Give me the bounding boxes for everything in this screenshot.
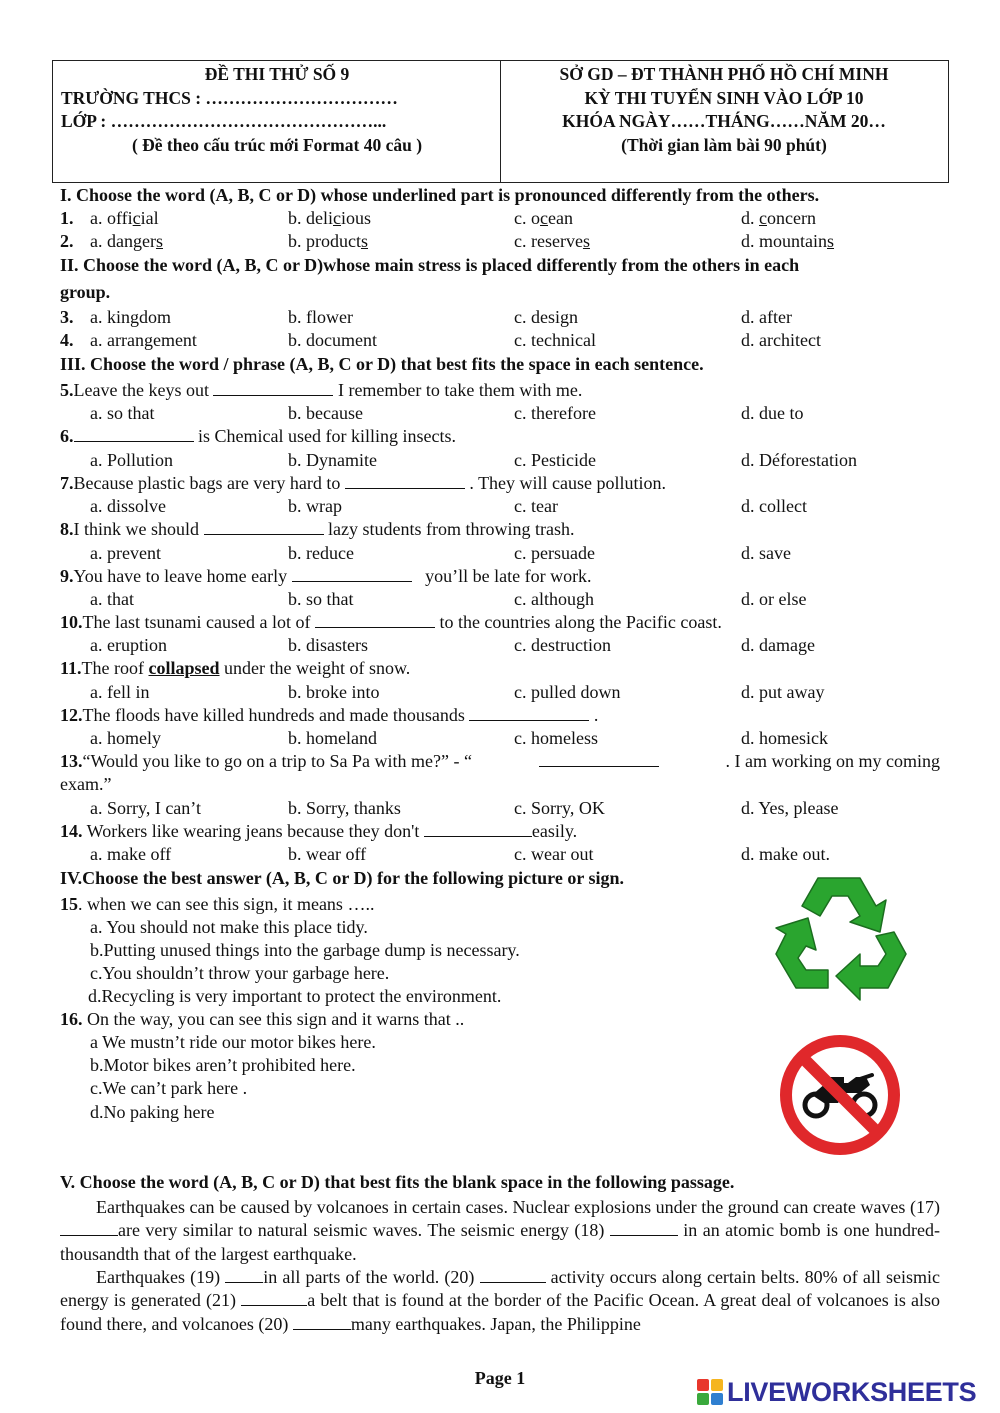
q9-option-a[interactable]: a. that [90,589,134,609]
q10-option-a[interactable]: a. eruption [90,635,167,655]
q12-option-b[interactable]: b. homeland [288,728,377,748]
q8-option-d[interactable]: d. save [741,543,791,563]
q15-option-d[interactable]: d.Recycling is very important to protect the environment. [88,986,502,1006]
q11-number: 11. [60,658,82,678]
q5-option-a[interactable]: a. so that [90,403,155,423]
q5-option-d[interactable]: d. due to [741,403,804,423]
section-5-heading: V. Choose the word (A, B, C or D) that best fits the blank space in the following passage. [60,1172,735,1192]
q16-option-b[interactable]: b.Motor bikes aren’t prohibited here. [90,1055,356,1075]
brand-name: LIVEWORKSHEETS [727,1376,977,1407]
q15-number: 15 [60,894,78,914]
time-limit: (Thời gian làm bài 90 phút) [621,134,827,155]
q7-text: . They will cause pollution. [469,473,667,493]
q1-b-part: b. deli [288,208,333,228]
q5-blank[interactable] [213,379,333,396]
q12-number: 12. [60,705,83,725]
q1-option-c[interactable] [514,207,573,230]
blank-18[interactable] [610,1219,678,1236]
q3-number: 3. [60,307,74,327]
passage-text: in an atomic bomb is one hundred-thousandth that of the largest earthquake. [60,1220,940,1264]
q12-blank[interactable] [469,704,589,721]
q13-option-d[interactable]: d. Yes, please [741,798,839,818]
q1-c-part: ean [548,208,573,228]
recycle-icon [772,870,908,1006]
section-3-heading: III. Choose the word / phrase (A, B, C or D) that best fits the space in each sentence. [60,354,704,374]
passage-text: are very similar to natural seismic waves. The seismic energy (18) [118,1220,605,1241]
section-1-heading: I. Choose the word (A, B, C or D) whose underlined part is pronounced differently from the others. [60,185,820,205]
blank-19[interactable] [225,1266,263,1283]
q9-option-c[interactable]: c. although [514,589,594,609]
section-2-heading-cont: group. [60,282,111,302]
q2-b-part: b. product [288,231,361,251]
q14-text: easily. [531,821,578,841]
q13-blank[interactable] [539,750,659,767]
q11-option-a[interactable]: a. fell in [90,682,150,702]
q7-number: 7. [60,473,74,493]
q4-option-d[interactable]: d. architect [741,330,821,350]
q7-option-d[interactable]: d. collect [741,496,807,516]
q9-blank[interactable] [292,565,412,582]
q6-option-b[interactable]: b. Dynamite [288,450,377,470]
q15-text: . when we can see this sign, it means ….. [78,894,375,914]
q10-option-b[interactable]: b. disasters [288,635,368,655]
q4-number: 4. [60,330,74,350]
q3-option-a[interactable]: a. kingdom [90,307,171,327]
passage-text: Earthquakes can be caused by volcanoes in certain cases. Nuclear explosions under the ground can create waves (17) [96,1197,940,1217]
q1-d-underline: c [759,208,767,228]
passage-text: Earthquakes (19) [96,1267,221,1287]
no-motorbike-sign-icon [776,1033,904,1157]
q14-option-c[interactable]: c. wear out [514,844,594,864]
recycle-arrow-right [836,932,906,1000]
q5-text: Leave the keys out [73,380,209,400]
q9-stem [60,565,592,588]
q1-option-d[interactable] [741,207,816,230]
q1-a-part: ial [140,208,159,228]
format-note: ( Đề theo cấu trúc mới Format 40 câu ) [131,134,423,155]
exam-title: ĐỀ THI THỬ SỐ 9 [204,64,350,84]
q5-text: I remember to take them with me. [337,380,583,400]
q14-option-b[interactable]: b. wear off [288,844,367,864]
page-number: Page 1 [474,1368,526,1388]
q6-option-a[interactable]: a. Pollution [90,450,174,470]
q1-d-part: d. [741,208,759,228]
q11-option-c[interactable]: c. pulled down [514,682,621,702]
class-field: LỚP : ………………………………………... [61,111,387,131]
q14-text: Workers like wearing jeans because they don't [82,821,420,841]
q8-text: I think we should [73,519,199,539]
q5-number: 5. [60,380,74,400]
blank-17[interactable] [60,1219,118,1236]
passage-text: many earthquakes. Japan, the Philippine [350,1313,641,1334]
q16-option-c[interactable]: c.We can’t park here . [90,1078,248,1098]
q8-option-b[interactable]: b. reduce [288,543,354,563]
q1-number: 1. [60,208,74,228]
school-field: TRƯỜNG THCS : …………………………… [61,87,398,108]
q7-option-c[interactable]: c. tear [514,496,558,516]
q11-keyword: collapsed [148,658,220,678]
q12-stem [60,704,598,727]
q12-option-c[interactable]: c. homeless [514,728,598,748]
q3-option-c[interactable]: c. design [514,307,578,327]
q4-option-a[interactable]: a. arrangement [90,330,197,350]
q1-c-underline: c [540,208,548,228]
q11-stem [60,657,410,680]
q6-option-c[interactable]: c. Pesticide [514,450,596,470]
q9-number: 9. [60,566,74,586]
q15-option-b[interactable]: b.Putting unused things into the garbage dump is necessary. [90,940,520,960]
recycle-arrow-left [776,918,828,988]
q4-option-b[interactable]: b. document [288,330,377,350]
q9-option-d[interactable]: d. or else [741,589,807,609]
q9-text: You have to leave home early [73,566,288,586]
q14-option-d[interactable]: d. make out. [741,844,830,864]
q2-number: 2. [60,231,74,251]
q11-text: under the weight of snow. [224,658,411,678]
brand-logo[interactable] [697,1377,976,1407]
q3-option-b[interactable]: b. flower [288,307,353,327]
passage-text: in all parts of the world. (20) [263,1267,475,1287]
q15-option-a[interactable]: a. You should not make this place tidy. [90,917,368,937]
exam-header [52,60,949,183]
passage-paragraph-2 [60,1266,940,1336]
q13-option-b[interactable]: b. Sorry, thanks [288,798,401,818]
q8-option-a[interactable]: a. prevent [90,543,161,563]
q6-blank[interactable] [74,425,194,442]
q13-stem [60,750,940,773]
q1-a-part: a. offi [90,208,133,228]
q10-text: to the countries along the Pacific coast. [439,612,722,632]
q10-option-c[interactable]: c. destruction [514,635,611,655]
q2-option-b[interactable] [288,230,368,253]
q15-stem [60,893,374,916]
q10-stem [60,611,722,634]
q1-b-part: ious [341,208,372,228]
section-4-heading: IV.Choose the best answer (A, B, C or D) for the following picture or sign. [60,868,625,888]
q8-text: lazy students from throwing trash. [328,519,575,539]
q7-text: Because plastic bags are very hard to [73,473,341,493]
q16-text: On the way, you can see this sign and it warns that .. [82,1009,465,1029]
blank-21[interactable] [241,1289,307,1306]
header-right [501,63,947,157]
q14-blank[interactable] [424,820,532,837]
q12-text: . [593,705,599,725]
q2-a-part: a. danger [90,231,156,251]
q6-stem [60,425,456,448]
q1-c-part: c. o [514,208,540,228]
q1-b-underline: c [333,208,341,228]
q7-stem [60,472,666,495]
q2-d-underline: s [827,231,835,251]
q2-c-part: c. reserve [514,231,583,251]
q13-option-c[interactable]: c. Sorry, OK [514,798,605,818]
q16-stem [60,1008,464,1031]
q10-text: The last tsunami caused a lot of [82,612,311,632]
q6-text: is Chemical used for killing insects. [198,426,456,446]
passage-paragraph-1 [60,1196,940,1266]
q6-number: 6. [60,426,74,446]
exam-name: KỲ THI TUYỂN SINH VÀO LỚP 10 [584,87,864,108]
blank-20[interactable] [480,1266,546,1283]
passage-text: a belt that is found at the border of the Pacific Ocean. A great deal of volcanoes is also found there, and volcanoes (20) [60,1290,941,1334]
q2-c-underline: s [582,231,590,251]
q2-option-a[interactable] [90,230,163,253]
exam-date: KHÓA NGÀY……THÁNG……NĂM 20… [562,111,886,131]
blank-20b[interactable] [293,1313,351,1330]
q10-number: 10. [60,612,83,632]
q8-blank[interactable] [204,518,324,535]
q9-option-b[interactable]: b. so that [288,589,354,609]
q16-number: 16. [60,1009,83,1029]
q7-option-b[interactable]: b. wrap [288,496,342,516]
q9-text: you’ll be late for work. [425,566,592,586]
q1-option-b[interactable] [288,207,371,230]
brand-mark-icon [697,1379,723,1405]
department-name: SỞ GD – ĐT THÀNH PHỐ HỒ CHÍ MINH [559,64,889,84]
q2-a-underline: s [155,231,163,251]
q1-d-part: oncern [767,208,816,228]
q1-option-a[interactable] [90,207,159,230]
q5-option-c[interactable]: c. therefore [514,403,596,423]
q10-option-d[interactable]: d. damage [741,635,815,655]
q13-stem-cont: exam.” [60,774,112,794]
q2-b-underline: s [360,231,368,251]
q13-option-a[interactable]: a. Sorry, I can’t [90,798,201,818]
q12-option-d[interactable]: d. homesick [741,728,828,748]
q11-text: The roof [81,658,144,678]
q14-number: 14. [60,821,83,841]
q10-blank[interactable] [315,611,435,628]
q4-option-c[interactable]: c. technical [514,330,596,350]
q6-option-d[interactable]: d. Déforestation [741,450,857,470]
passage-text: activity occurs along certain belts. 80% of all seismic energy is generated (21) [60,1267,941,1311]
q3-option-d[interactable]: d. after [741,307,792,327]
q12-text: The floods have killed hundreds and made thousands [82,705,465,725]
q11-option-d[interactable]: d. put away [741,682,825,702]
q2-d-part: d. mountain [741,231,827,251]
recycle-arrow-top [802,878,886,932]
q16-option-d[interactable]: d.No paking here [90,1102,215,1122]
q5-option-b[interactable]: b. because [288,403,363,423]
q7-blank[interactable] [345,472,465,489]
q13-number: 13. [60,751,83,771]
q15-option-c[interactable]: c.You shouldn’t throw your garbage here. [90,963,390,983]
q5-stem [60,379,582,402]
q8-option-c[interactable]: c. persuade [514,543,595,563]
q11-option-b[interactable]: b. broke into [288,682,380,702]
q8-number: 8. [60,519,74,539]
q16-option-a[interactable]: a We mustn’t ride our motor bikes here. [90,1032,376,1052]
q13-text: . I am working on my coming [725,751,940,771]
header-left [61,63,493,157]
section-2-heading: II. Choose the word (A, B, C or D)whose main stress is placed differently from the others in each [60,255,800,275]
q8-stem [60,518,574,541]
q12-option-a[interactable]: a. homely [90,728,161,748]
q2-option-d[interactable] [741,230,834,253]
q14-stem [60,820,577,843]
q13-text: “Would you like to go on a trip to Sa Pa with me?” - “ [82,751,472,771]
q2-option-c[interactable] [514,230,590,253]
q14-option-a[interactable]: a. make off [90,844,172,864]
q7-option-a[interactable]: a. dissolve [90,496,166,516]
q1-a-underline: c [132,208,141,228]
